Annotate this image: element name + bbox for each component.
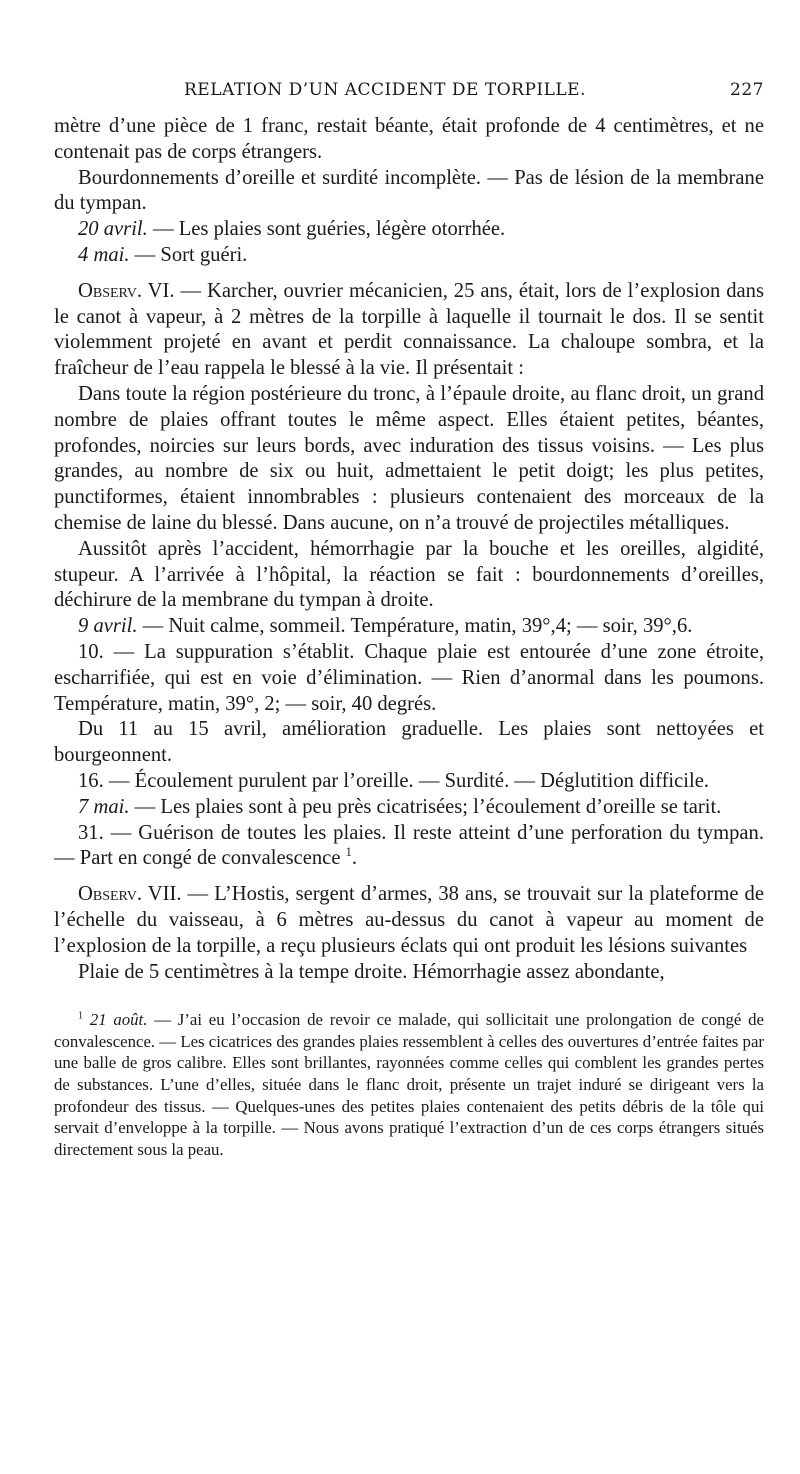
date-lead: 20 avril. bbox=[78, 218, 148, 241]
date-lead: 31. bbox=[78, 821, 104, 844]
footnotes bbox=[54, 1009, 764, 1160]
paragraph: Du 11 au 15 avril, amélioration graduelle. Les plaies sont nettoyées et bourgeonnent. bbox=[54, 718, 764, 767]
footnote: $^1$ 21 août. — J’ai eu l’occasion de revoir ce malade, qui sollicitait une prolongation de congé de convalescence. — Les cicatrices des grandes plaies ressemblent à celles des ouvertures d’entrée faites par une balle de gros calibre. Elles sont brillantes, rayonnées comme celles qui comblent les grandes pertes de substances. L’une d’elles, située dans le flanc droit, présente un trajet induré se dirigeant vers la profondeur des tissus. — Quelques-unes des petites plaies contenaient des petits débris de la tôle qui servait d’enveloppe à la torpille. — Nous avons pratiqué l’extraction d’un de ces corps étrangers situés directement sous la peau. bbox=[54, 1010, 764, 1159]
date-lead: 7 mai. bbox=[78, 795, 130, 818]
footnote-date: 21 août. bbox=[89, 1010, 148, 1030]
paragraph: Dans toute la région postérieure du tronc, à l’épaule droite, au flanc droit, un grand nombre de plaies offrant toutes le même aspect. Elles étaient petites, béantes, profondes, noircies sur leurs bords, avec induration des tissus voisins. — Les plus grandes, au nombre de six ou huit, admettaient le petit doigt; les plus petites, punctiformes, étaient innombrables : plusieurs contenaient des morceaux de la chemise de laine du blessé. Dans aucune, on n’a trouvé de projectiles métalliques. bbox=[54, 382, 764, 534]
paragraph: 16. — Écoulement purulent par l’oreille. — Surdité. — Déglutition difficile. bbox=[78, 769, 710, 792]
observation-heading-paragraph: Observ. VII. — L’Hostis, sergent d’armes, 38 ans, se trouvait sur la plateforme de l’échelle du vaisseau, à 6 mètres au-dessus du canot à vapeur au moment de l’explosion de la torpille, a reçu plusieurs éclats qui ont produit les lésions suivantes bbox=[54, 883, 764, 957]
date-lead: 9 avril. bbox=[78, 615, 138, 638]
paragraph: 7 mai. — Les plaies sont à peu près cicatrisées; l’écoulement d’oreille se tarit. bbox=[78, 795, 722, 818]
observation-heading-paragraph: Observ. VI. — Karcher, ouvrier mécanicien, 25 ans, était, lors de l’explosion dans le canot à vapeur, à 2 mètres de la torpille à laquelle il tournait le dos. Il se sentit violemment projeté en avant et perdit connaissance. La chaloupe sombra, et la fraîcheur de l’eau rappela le blessé à la vie. Il présentait : bbox=[54, 279, 764, 380]
paragraph: Plaie de 5 centimètres à la tempe droite. Hémorrhagie assez abondante, bbox=[78, 960, 665, 983]
footnote-marker: 1 bbox=[78, 1010, 84, 1022]
paragraph: 9 avril. — Nuit calme, sommeil. Température, matin, 39°,4; — soir, 39°,6. bbox=[78, 615, 693, 638]
running-header bbox=[54, 80, 764, 114]
observation-lead: Observ. bbox=[78, 883, 143, 906]
observation-lead: Observ. bbox=[78, 279, 143, 302]
paragraph: 4 mai. — Sort guéri. bbox=[78, 243, 248, 266]
main-text bbox=[54, 114, 764, 985]
running-title: RELATION D’UN ACCIDENT DE TORPILLE. bbox=[184, 80, 586, 100]
paragraph: mètre d’une pièce de 1 franc, restait béante, était profonde de 4 centimètres, et ne contenait pas de corps étrangers. bbox=[54, 115, 764, 163]
paragraph: Aussitôt après l’accident, hémorrhagie par la bouche et les oreilles, algidité, stupeur. A l’arrivée à l’hôpital, la réaction se fait : bourdonnements d’oreilles, déchirure de la membrane du tympan à droite. bbox=[54, 537, 764, 612]
date-lead: 4 mai. bbox=[78, 243, 130, 266]
paragraph: 31. — Guérison de toutes les plaies. Il reste atteint d’une perforation du tympan. — Part en congé de convalescence $^1$. bbox=[54, 821, 764, 870]
paragraph: 10. — La suppuration s’établit. Chaque plaie est entourée d’une zone étroite, escharrifiée, qui est en voie d’élimination. — Rien d’anormal dans les poumons. Température, matin, 39°, 2; — soir, 40 degrés. bbox=[54, 640, 764, 715]
date-lead: 10. bbox=[78, 640, 104, 663]
page-number: 227 bbox=[730, 80, 764, 100]
date-lead: 16. bbox=[78, 769, 104, 792]
footnote-reference: 1 bbox=[345, 845, 352, 860]
paragraph: 20 avril. — Les plaies sont guéries, légère otorrhée. bbox=[78, 218, 506, 241]
paragraph: Bourdonnements d’oreille et surdité incomplète. — Pas de lésion de la membrane du tympan. bbox=[54, 166, 764, 215]
